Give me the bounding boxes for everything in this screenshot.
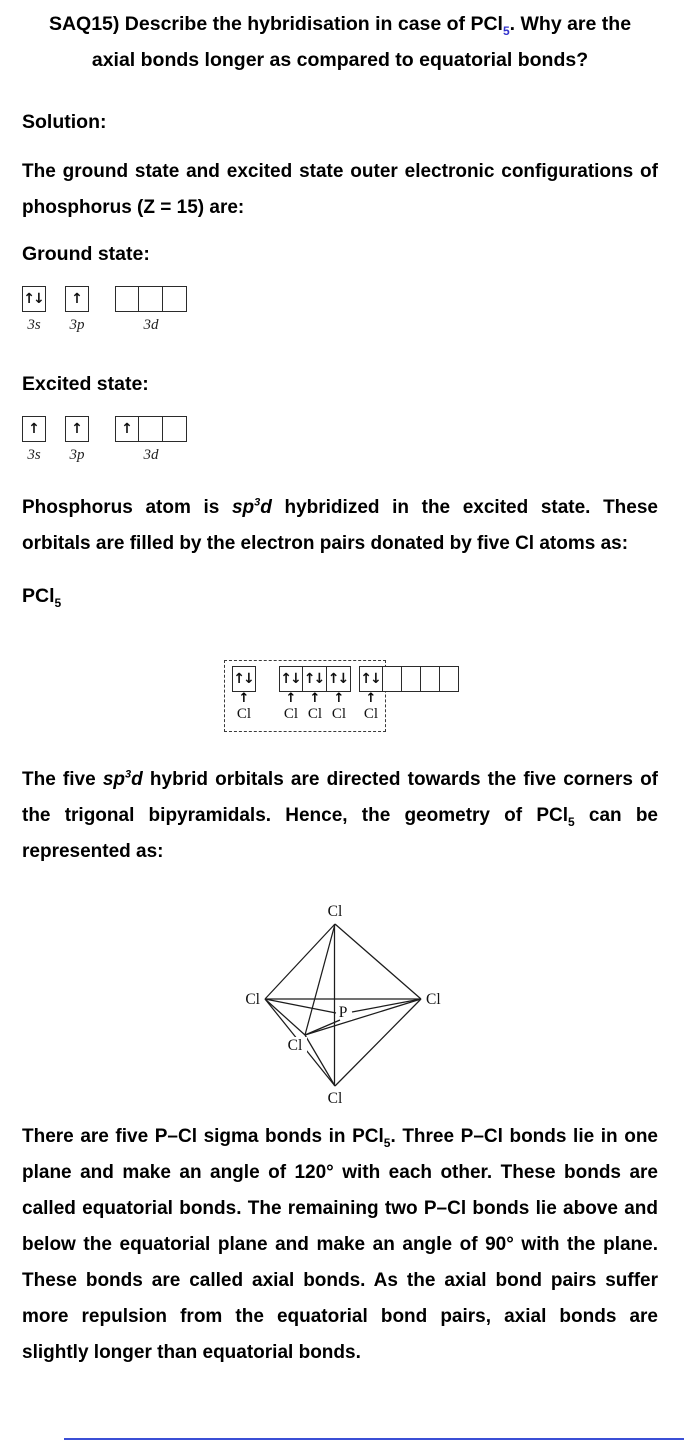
p-center-label: P (338, 1004, 348, 1021)
orbital-label-3s: 3s (27, 317, 41, 333)
ground-state-orbital-diagram (22, 286, 658, 334)
orbital-box-3s: ↑ (22, 416, 46, 442)
superscript-3: 3 (125, 768, 132, 781)
orbital-box-3p: ↑ (65, 286, 89, 312)
pcl5-3p-box: ↑↓ (279, 666, 303, 692)
excited-state-heading: Excited state: (22, 373, 149, 395)
excited-3d-group (115, 416, 187, 464)
formula-subscript: 5 (54, 595, 62, 610)
page-content (0, 6, 684, 1371)
pcl5-3p-box: ↑↓ (303, 666, 327, 692)
bottom-rule (64, 1438, 684, 1440)
pcl5-formula-label (22, 578, 658, 614)
donor-arrow-icon: ↑ (309, 691, 321, 706)
cl-label-right: Cl (426, 991, 441, 1008)
orbital-label-3p: 3p (69, 447, 85, 463)
pcl5-3d-box (421, 666, 440, 692)
donor-cl-label: Cl (283, 706, 299, 722)
cl-label-front: Cl (287, 1037, 303, 1054)
paragraph-text-cont: hybrid orbitals are directed towards the five corners of the trigonal bipyramidals. Hence, the geometry of PCl (22, 769, 659, 826)
question-title-line2: axial bonds longer as compared to equatorial bonds? (91, 49, 589, 71)
ground-3d-group (115, 286, 187, 334)
paragraph-text-cont: hybridized in the excited state. These orbitals are filled by the electron pairs donated by five Cl atoms as: (22, 497, 658, 554)
question-title (22, 6, 658, 78)
donor-cl-label: Cl (363, 706, 379, 722)
orbital-box-3d (163, 416, 187, 442)
orbital-label-3s: 3s (27, 447, 41, 463)
orbital-box-3p: ↑ (65, 416, 89, 442)
pcl5-3d-box (383, 666, 402, 692)
orbital-label-3p: 3p (69, 317, 85, 333)
ground-3s-group (22, 286, 46, 334)
pcl5-3d-box (402, 666, 421, 692)
paragraph-text: There are five P–Cl sigma bonds in PCl (22, 1126, 384, 1147)
orbital-label-3d: 3d (143, 447, 159, 463)
paragraph-text-cont: . Three P–Cl bonds lie in one plane and make an angle of 120° with each other. These bonds are called equatorial bonds. The remaining two P–Cl bonds lie above and below the equatorial plane and make an angle of 90° with the plane. These bonds are called axial bonds. As the axial bond pairs suffer more repulsion from the equatorial bond pairs, axial bonds are slightly longer than equatorial bonds. (22, 1126, 658, 1363)
cl-donor (359, 691, 383, 723)
sp-italic: sp (231, 497, 255, 518)
orbital-box-3d: ↑ (115, 416, 139, 442)
pcl5-hybrid-orbital-diagram (222, 658, 458, 740)
donor-cl-label: Cl (331, 706, 347, 722)
geometry-paragraph (22, 762, 658, 870)
formula-subscript: 5 (383, 1135, 391, 1150)
cl-label-bottom: Cl (327, 1090, 343, 1107)
cl-donor (279, 691, 303, 723)
intro-paragraph: The ground state and excited state outer electronic configurations of phosphorus (Z = 15) are: (22, 161, 658, 218)
donor-cl-label: Cl (307, 706, 323, 722)
paragraph-text: Phosphorus atom is (22, 497, 232, 518)
excited-3p-group (65, 416, 89, 464)
pcl5-3d-box: ↑↓ (359, 666, 383, 692)
excited-state-orbital-diagram (22, 416, 658, 464)
formula-text: PCl (22, 585, 55, 607)
donor-arrow-icon: ↑ (285, 691, 297, 706)
final-paragraph (22, 1119, 658, 1371)
question-title-text: SAQ15) Describe the hybridisation in case of PCl (48, 13, 503, 35)
cl-label-left: Cl (245, 991, 260, 1008)
orbital-box-3d (115, 286, 139, 312)
paragraph-text: The five (22, 769, 103, 790)
donor-arrow-icon: ↑ (365, 691, 377, 706)
orbital-label-3d: 3d (143, 317, 159, 333)
trigonal-bipyramid-diagram (220, 886, 460, 1113)
formula-subscript: 5 (568, 814, 575, 829)
excited-3s-group (22, 416, 46, 464)
orbital-box-3d (139, 416, 163, 442)
cl-donor (303, 691, 327, 723)
donor-cl-label: Cl (236, 706, 252, 722)
donor-arrow-icon: ↑ (333, 691, 345, 706)
hybridization-paragraph (22, 490, 658, 562)
cl-donor (327, 691, 351, 723)
paragraph-text-end: can be represented as: (22, 805, 658, 862)
donor-arrow-icon: ↑ (238, 691, 250, 706)
cl-label-top: Cl (327, 903, 343, 920)
orbital-box-3d (163, 286, 187, 312)
question-title-text-cont: . Why are the (509, 13, 632, 35)
cl-donor (232, 691, 256, 723)
pcl5-3p-box: ↑↓ (327, 666, 351, 692)
orbital-box-3d (139, 286, 163, 312)
ground-3p-group (65, 286, 89, 334)
question-title-subscript: 5 (502, 23, 510, 38)
solution-label: Solution: (22, 111, 107, 133)
sp-italic: sp (102, 769, 126, 790)
pcl5-3s-box: ↑↓ (232, 666, 256, 692)
solution-document-page (0, 6, 684, 1443)
orbital-box-3s: ↑↓ (22, 286, 46, 312)
pcl5-3d-box (440, 666, 459, 692)
d-italic: d (260, 497, 272, 518)
superscript-3: 3 (254, 496, 261, 509)
ground-state-heading: Ground state: (22, 243, 150, 265)
d-italic: d (131, 769, 143, 790)
